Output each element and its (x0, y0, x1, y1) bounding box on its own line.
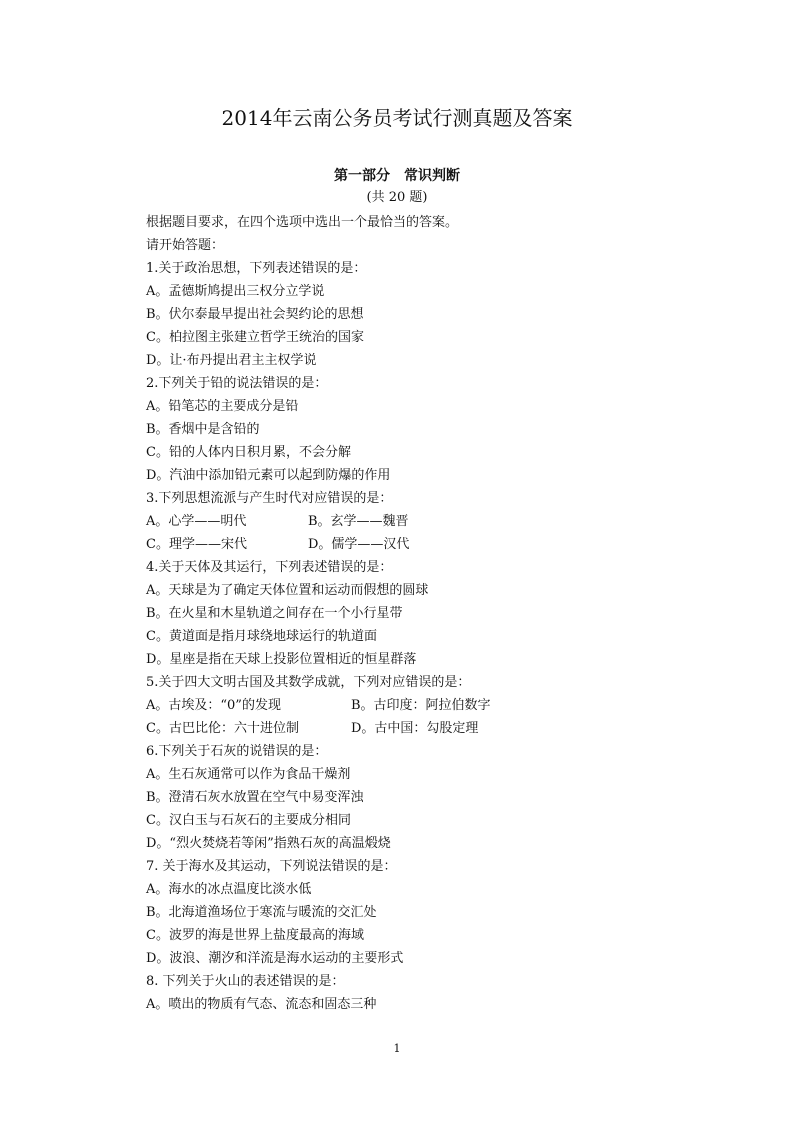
question-6-stem: 6.下列关于石灰的说错误的是： (146, 744, 328, 759)
start-prompt: 请开始答题： (146, 238, 225, 253)
question-1-stem: 1.关于政治思想，下列表述错误的是： (146, 261, 367, 276)
question-5-stem: 5.关于四大文明古国及其数学成就，下列对应错误的是： (146, 675, 471, 690)
question-2-option-c: C。铅的人体内日积月累，不会分解 (146, 445, 351, 460)
question-8-stem: 8. 下列关于火山的表述错误的是： (146, 974, 345, 989)
question-1-option-a: A。孟德斯鸠提出三权分立学说 (146, 284, 325, 299)
question-4-option-b: B。在火星和木星轨道之间存在一个小行星带 (146, 606, 403, 621)
question-2-option-d: D。汽油中添加铅元素可以起到防爆的作用 (146, 468, 391, 483)
page-number: 1 (393, 1042, 401, 1055)
question-5-option-c: C。古巴比伦：六十进位制 (146, 721, 299, 736)
question-3-option-d: D。儒学——汉代 (308, 537, 410, 552)
section-title: 第一部分 常识判断 (334, 168, 460, 184)
document-body (146, 211, 666, 1016)
question-6-option-d: D。“烈火焚烧若等闲”指熟石灰的高温煅烧 (146, 836, 391, 851)
instruction-text: 根据题目要求，在四个选项中选出一个最恰当的答案。 (146, 215, 459, 230)
question-5-options-row-2 (146, 717, 666, 740)
question-5-option-d: D。古中国：勾股定理 (351, 721, 479, 736)
question-6-option-b: B。澄清石灰水放置在空气中易变浑浊 (146, 790, 364, 805)
question-1-option-d: D。让·布丹提出君主主权学说 (146, 353, 317, 368)
question-3-stem: 3.下列思想流派与产生时代对应错误的是： (146, 491, 393, 506)
question-4-option-a: A。天球是为了确定天体位置和运动而假想的圆球 (146, 583, 429, 598)
question-3-option-c: C。理学——宋代 (146, 537, 247, 552)
section-question-count: (共 20 题) (366, 190, 428, 205)
question-7-option-d: D。波浪、潮汐和洋流是海水运动的主要形式 (146, 951, 404, 966)
question-5-options-row-1 (146, 694, 666, 717)
question-2-stem: 2.下列关于铅的说法错误的是： (146, 376, 328, 391)
question-4-stem: 4.关于天体及其运行，下列表述错误的是： (146, 560, 393, 575)
question-3-option-b: B。玄学——魏晋 (308, 514, 409, 529)
question-7-option-c: C。波罗的海是世界上盐度最高的海域 (146, 928, 364, 943)
question-6-option-c: C。汉白玉与石灰石的主要成分相同 (146, 813, 351, 828)
question-3-option-a: A。心学——明代 (146, 514, 247, 529)
question-4-option-c: C。黄道面是指月球绕地球运行的轨道面 (146, 629, 377, 644)
question-8-option-a: A。喷出的物质有气态、流态和固态三种 (146, 997, 377, 1012)
question-2-option-b: B。香烟中是含铅的 (146, 422, 260, 437)
question-3-options-row-1 (146, 510, 666, 533)
question-6-option-a: A。生石灰通常可以作为食品干燥剂 (146, 767, 351, 782)
question-7-option-a: A。海水的冰点温度比淡水低 (146, 882, 312, 897)
question-3-options-row-2 (146, 533, 666, 556)
document-title: 2014年云南公务员考试行测真题及答案 (221, 106, 573, 130)
question-5-option-b: B。古印度：阿拉伯数字 (351, 698, 491, 713)
question-7-stem: 7. 关于海水及其运动，下列说法错误的是： (146, 859, 397, 874)
question-1-option-b: B。伏尔泰最早提出社会契约论的思想 (146, 307, 364, 322)
question-2-option-a: A。铅笔芯的主要成分是铅 (146, 399, 299, 414)
question-1-option-c: C。柏拉图主张建立哲学王统治的国家 (146, 330, 364, 345)
question-4-option-d: D。星座是指在天球上投影位置相近的恒星群落 (146, 652, 417, 667)
question-7-option-b: B。北海道渔场位于寒流与暖流的交汇处 (146, 905, 377, 920)
question-5-option-a: A。古埃及：“0”的发现 (146, 698, 281, 713)
